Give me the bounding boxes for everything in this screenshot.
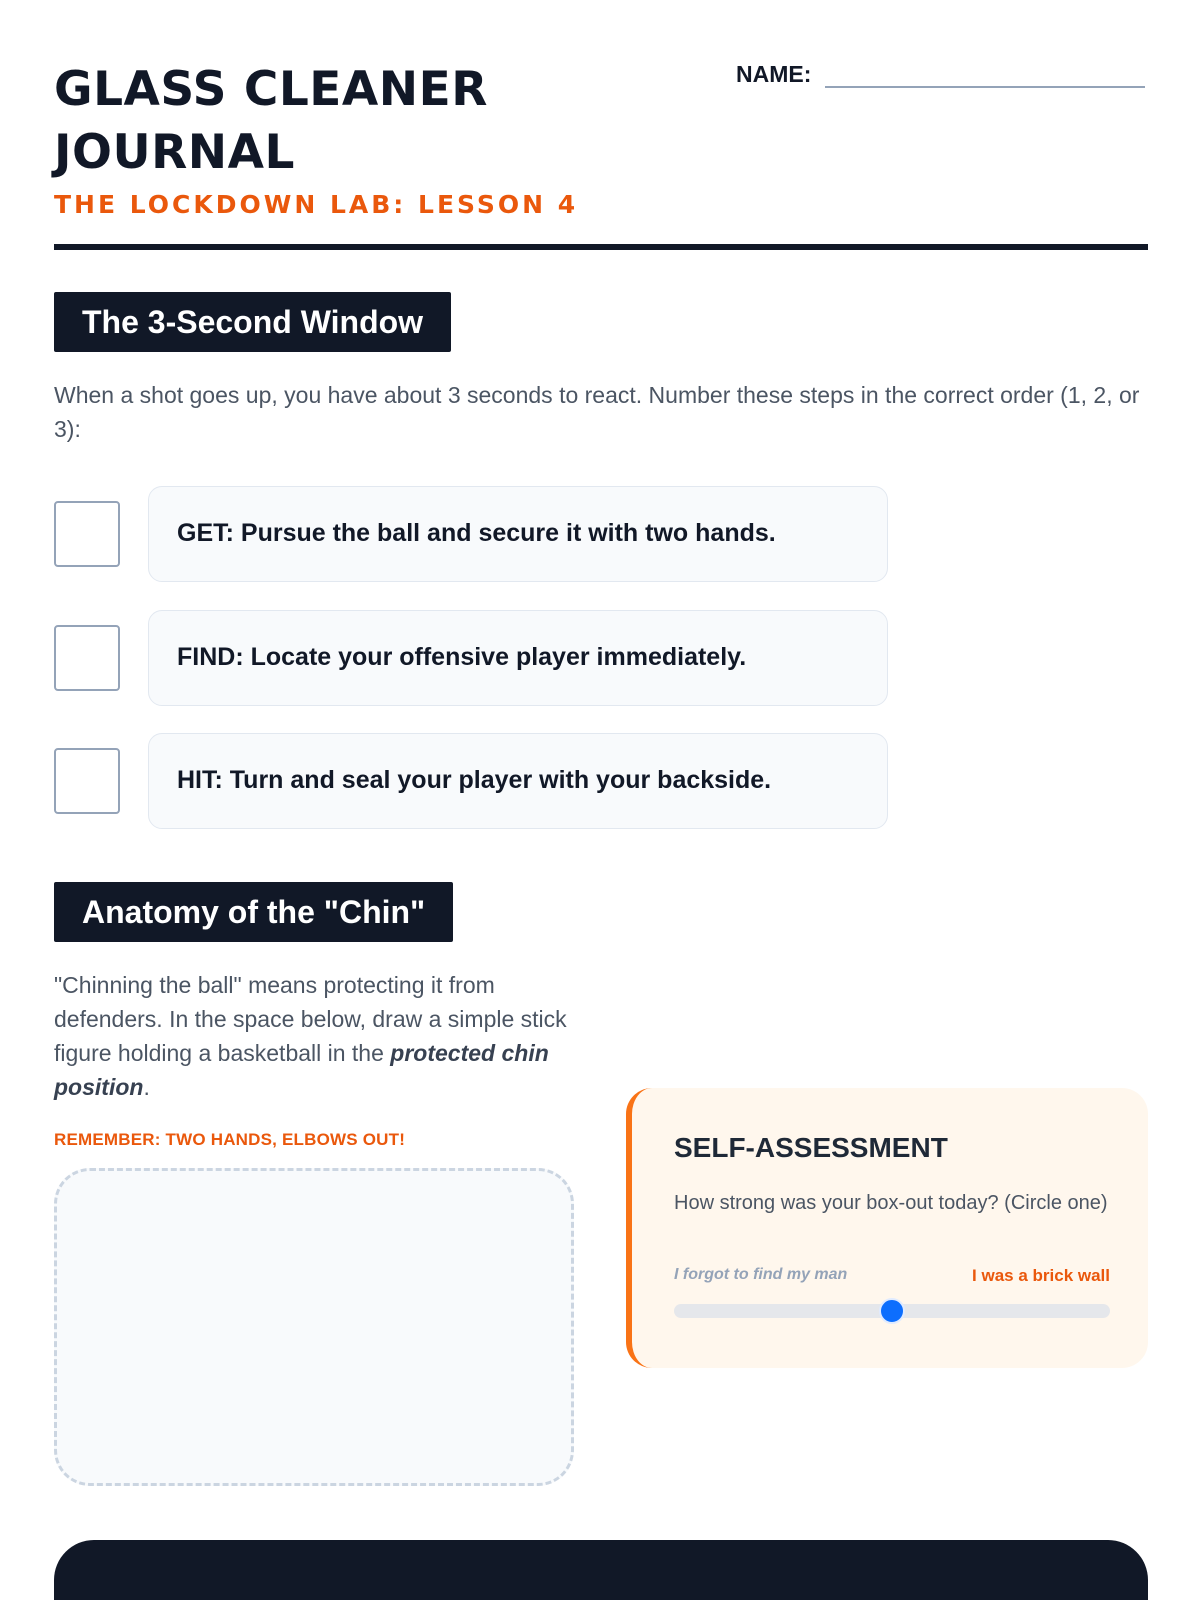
header-divider — [54, 244, 1148, 250]
name-field-group — [736, 58, 1145, 88]
step-number-box[interactable] — [54, 625, 120, 691]
box-out-slider-track[interactable] — [674, 1304, 1110, 1318]
self-assessment-title: SELF-ASSESSMENT — [674, 1132, 948, 1163]
section2-instructions — [54, 968, 574, 1104]
step-number-box[interactable] — [54, 501, 120, 567]
worksheet-header — [54, 58, 1148, 219]
reminder-note: REMEMBER: TWO HANDS, ELBOWS OUT! — [54, 1130, 406, 1149]
scale-max-label: I was a brick wall — [972, 1266, 1110, 1285]
page-title: GLASS CLEANER JOURNAL — [54, 62, 488, 180]
box-out-slider-thumb[interactable] — [879, 1298, 905, 1324]
name-write-line[interactable] — [825, 58, 1145, 88]
instructions-end: . — [143, 1074, 150, 1100]
footer-bar — [54, 1540, 1148, 1600]
section1-instructions: When a shot goes up, you have about 3 seconds to react. Number these steps in the correct order (1, 2, or 3): — [54, 382, 1140, 442]
scale-min-label: I forgot to find my man — [674, 1266, 848, 1283]
name-label: NAME: — [736, 61, 812, 87]
step-number-box[interactable] — [54, 748, 120, 814]
self-assessment-question: How strong was your box-out today? (Circle one) — [674, 1192, 1108, 1214]
instructions-text: "Chinning the ball" means protecting it from defenders. In the space below, draw a simple stick figure holding a basketball in the — [54, 972, 567, 1066]
self-assessment-card — [626, 1088, 1148, 1368]
section-heading-3-second-window: The 3-Second Window — [54, 292, 451, 352]
page-subtitle: THE LOCKDOWN LAB: LESSON 4 — [54, 190, 579, 219]
step-card-hit: HIT: Turn and seal your player with your backside. — [148, 733, 888, 829]
section-heading-anatomy-of-chin: Anatomy of the "Chin" — [54, 882, 453, 942]
step-card-find: FIND: Locate your offensive player immediately. — [148, 610, 888, 706]
step-card-get: GET: Pursue the ball and secure it with two hands. — [148, 486, 888, 582]
drawing-area[interactable] — [54, 1168, 574, 1486]
instructions-emphasis: protected chin position — [54, 1040, 549, 1100]
